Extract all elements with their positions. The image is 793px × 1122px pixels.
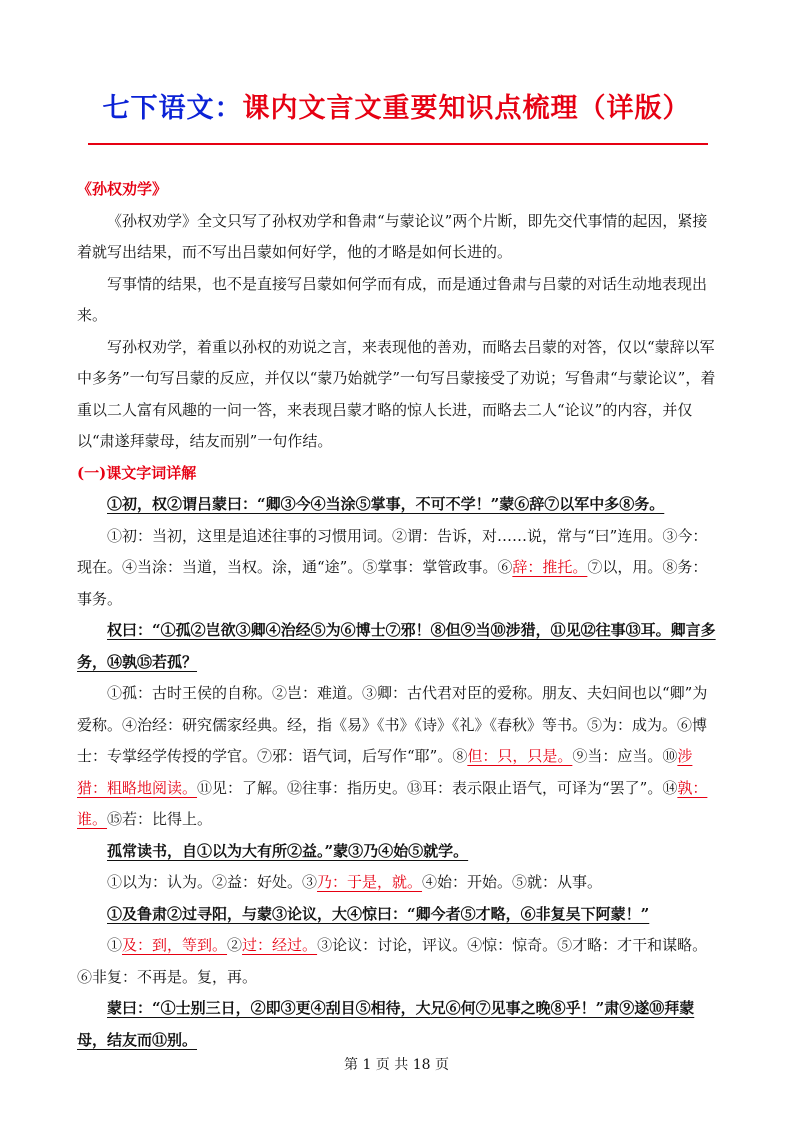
document-body [77,174,722,1056]
highlighted-annotation: 及：到，等到。 [122,936,228,954]
source-sentence-4 [77,899,722,931]
annotation-text: ③论议：讨论，评议。④惊：惊奇。⑤才略：才干和谋略。⑥非复：不再是。复，再。 [77,936,708,986]
page-title [0,86,793,125]
highlighted-annotation: 但：只，只是。 [467,747,573,765]
source-sentence-text: ①及鲁肃②过寻阳，与蒙③论议，大④惊曰：“卿今者⑤才略，⑥非复吴下阿蒙！” [107,904,650,923]
intro-paragraph: 《孙权劝学》全文只写了孙权劝学和鲁肃“与蒙论议”两个片断，即先交代事情的起因，紧接着就写出结果，而不写出吕蒙如何好学，他的才略是如何长进的。 [77,211,708,261]
highlighted-annotation: 涉猎：粗略地阅读。 [77,747,693,797]
annotation-text: ② [227,936,243,954]
annotation-paragraph-1 [77,521,722,616]
annotation-text: ⑨当：应当。⑩ [572,747,678,765]
annotation-text: ①以为：认为。②益：好处。③ [107,873,318,891]
source-sentence-text: 蒙曰：“①士别三日，②即③更④刮目⑤相待，大兄⑥何⑦见事之晚⑧乎！”肃⑨遂⑩拜蒙母，结友而⑪别。 [77,999,695,1049]
annotation-text: ⑦以，用。⑧务：事务。 [77,558,708,608]
page-number-footer: 第 1 页 共 18 页 [344,1057,449,1073]
annotation-text: ①初：当初，这里是追述往事的习惯用词。②谓：告诉，对……说，常与“曰”连用。③今：现在。④当涂：当道，当权。涂，通“途”。⑤掌事：掌管政事。⑥ [77,526,708,576]
annotation-text: ⑪见：了解。⑫往事：指历史。⑬耳：表示限止语气，可译为“罢了”。⑭ [197,778,678,797]
annotation-text: ④始：开始。⑤就：从事。 [422,873,603,891]
annotation-text: ⑮若：比得上。 [107,810,213,828]
annotation-paragraph-3 [77,867,722,899]
subsection-heading: (一)课文字词详解 [77,463,197,482]
source-sentence-3 [77,836,722,868]
source-sentence-1 [77,489,722,521]
title-part-red: 课内文言文重要知识点梳理（详版） [242,93,691,124]
source-sentence-text: 权曰：“①孤②岂欲③卿④治经⑤为⑥博士⑦邪！⑧但⑨当⑩涉猎，⑪见⑫往事⑬耳。卿言多务，⑭孰⑮若孤？ [77,621,716,671]
annotation-text: ①孤：古时王侯的自称。②岂：难道。③卿：古代君对臣的爱称。朋友、夫妇间也以“卿”为爱称。④治经：研究儒家经典。经，指《易》《书》《诗》《礼》《春秋》等书。⑤为：成为。⑥博士：专掌经学传授的学官。⑦邪：语气词，后写作“耶”。⑧ [77,684,708,765]
highlighted-annotation: 孰：谁。 [77,778,708,828]
source-sentence-2 [77,615,722,678]
source-sentence-text: 孤常读书，自①以为大有所②益。”蒙③乃④始⑤就学。 [107,841,469,860]
source-sentence-text: ①初，权②谓吕蒙曰：“卿③今④当涂⑤掌事，不可不学！”蒙⑥辞⑦以军中多⑧务。 [107,495,665,513]
intro-paragraph: 写孙权劝学，着重以孙权的劝说之言，来表现他的善劝，而略去吕蒙的对答，仅以“蒙辞以军中多务”一句写吕蒙的反应，并仅以“蒙乃始就学”一句写吕蒙接受了劝说；写鲁肃“与蒙论议”，着重以二人富有风趣的一问一答，来表现吕蒙才略的惊人长进，而略去二人“论议”的内容，并仅以“肃遂拜蒙母，结友而别”一句作结。 [77,337,716,450]
highlighted-annotation: 过：经过。 [242,936,318,954]
title-part-blue: 七下语文： [102,93,243,124]
annotation-paragraph-4 [77,930,722,993]
source-sentence-5 [77,993,722,1056]
highlighted-annotation: 辞：推托。 [512,558,588,576]
annotation-text: ① [107,936,123,954]
highlighted-annotation: 乃：于是，就。 [317,873,423,891]
title-divider [88,143,708,145]
intro-paragraph: 写事情的结果，也不是直接写吕蒙如何学而有成，而是通过鲁肃与吕蒙的对话生动地表现出来。 [77,274,708,324]
section-heading: 《孙权劝学》 [77,180,168,198]
annotation-paragraph-2 [77,678,722,836]
